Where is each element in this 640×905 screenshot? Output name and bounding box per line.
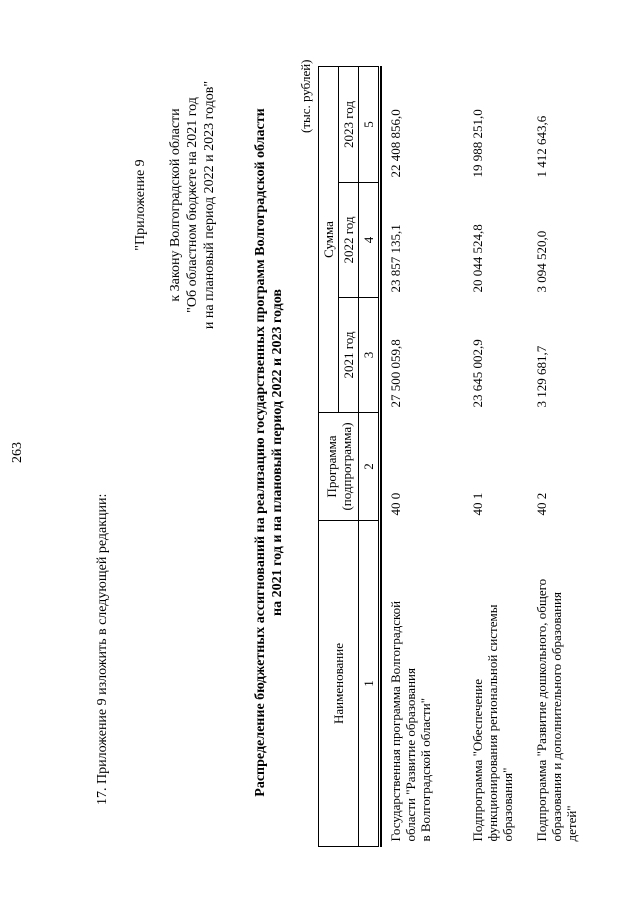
row-code: 40 2 <box>533 492 549 516</box>
row-value-2021: 23 645 002,9 <box>469 339 485 408</box>
header-name: Наименование <box>319 521 359 847</box>
budget-table <box>318 66 592 847</box>
row-code: 40 0 <box>388 492 403 516</box>
row-value-2023: 1 412 643,6 <box>533 115 549 178</box>
col-number: 3 <box>359 298 380 413</box>
row-value-2022: 3 094 520,0 <box>533 230 549 293</box>
header-2023: 2023 год <box>339 67 359 183</box>
row-value-2022: 20 044 524,8 <box>469 224 485 293</box>
row-code: 40 1 <box>469 492 485 516</box>
row-name <box>528 521 592 847</box>
col-number: 2 <box>359 413 380 521</box>
units-label: (тыс. рублей) <box>298 59 313 133</box>
row-name-line: Подпрограмма "Обеспечение <box>469 679 485 842</box>
row-name-line: детей" <box>563 805 579 842</box>
col-number: 4 <box>359 183 380 298</box>
col-number: 5 <box>359 67 380 183</box>
row-name-line: в Волгоградской области" <box>418 698 433 842</box>
page-number: 263 <box>10 442 25 463</box>
intro-text: 17. Приложение 9 изложить в следующей редакции: <box>95 493 110 805</box>
table-header-row <box>319 67 339 847</box>
appendix-title: "Приложение 9 <box>133 159 148 251</box>
row-value-2021: 27 500 059,8 <box>388 339 403 408</box>
row-name <box>382 521 464 847</box>
appendix-line: "Об областном бюджете на 2021 год <box>185 97 200 313</box>
table-row <box>464 67 528 847</box>
row-name-line: области "Развитие образования <box>403 668 418 842</box>
header-program-line: (подпрограмма) <box>338 422 354 511</box>
table-row <box>382 67 464 847</box>
col-number: 1 <box>359 521 380 847</box>
row-value-2022: 23 857 135,1 <box>388 224 403 293</box>
row-value-2021: 3 129 681,7 <box>533 345 549 408</box>
appendix-block <box>132 35 218 375</box>
header-program-line: Программа <box>323 435 339 498</box>
table-row <box>528 67 592 847</box>
table-heading <box>252 0 286 905</box>
row-name-line: образования" <box>499 767 515 842</box>
row-name-line: функционирования региональной системы <box>484 604 500 842</box>
row-value-2023: 22 408 856,0 <box>388 109 403 178</box>
header-program <box>319 413 359 521</box>
column-number-row <box>359 67 380 847</box>
heading-line: на 2021 год и на плановый период 2022 и 2023 годов <box>270 289 285 616</box>
row-name <box>464 521 528 847</box>
heading-line: Распределение бюджетных ассигнований на реализацию государственных программ Волгоградской области <box>253 108 268 797</box>
appendix-line: к Закону Волгоградской области <box>168 108 183 302</box>
row-name-line: Государственная программа Волгоградской <box>388 600 403 842</box>
row-name-line: образования и дополнительного образования <box>548 592 564 842</box>
header-2021: 2021 год <box>339 298 359 413</box>
row-name-line: Подпрограмма "Развитие дошкольного, общего <box>533 578 549 842</box>
row-value-2023: 19 988 251,0 <box>469 109 485 178</box>
appendix-line: и на плановый период 2022 и 2023 годов" <box>202 80 217 330</box>
header-sum: Сумма <box>319 67 339 413</box>
header-2022: 2022 год <box>339 183 359 298</box>
